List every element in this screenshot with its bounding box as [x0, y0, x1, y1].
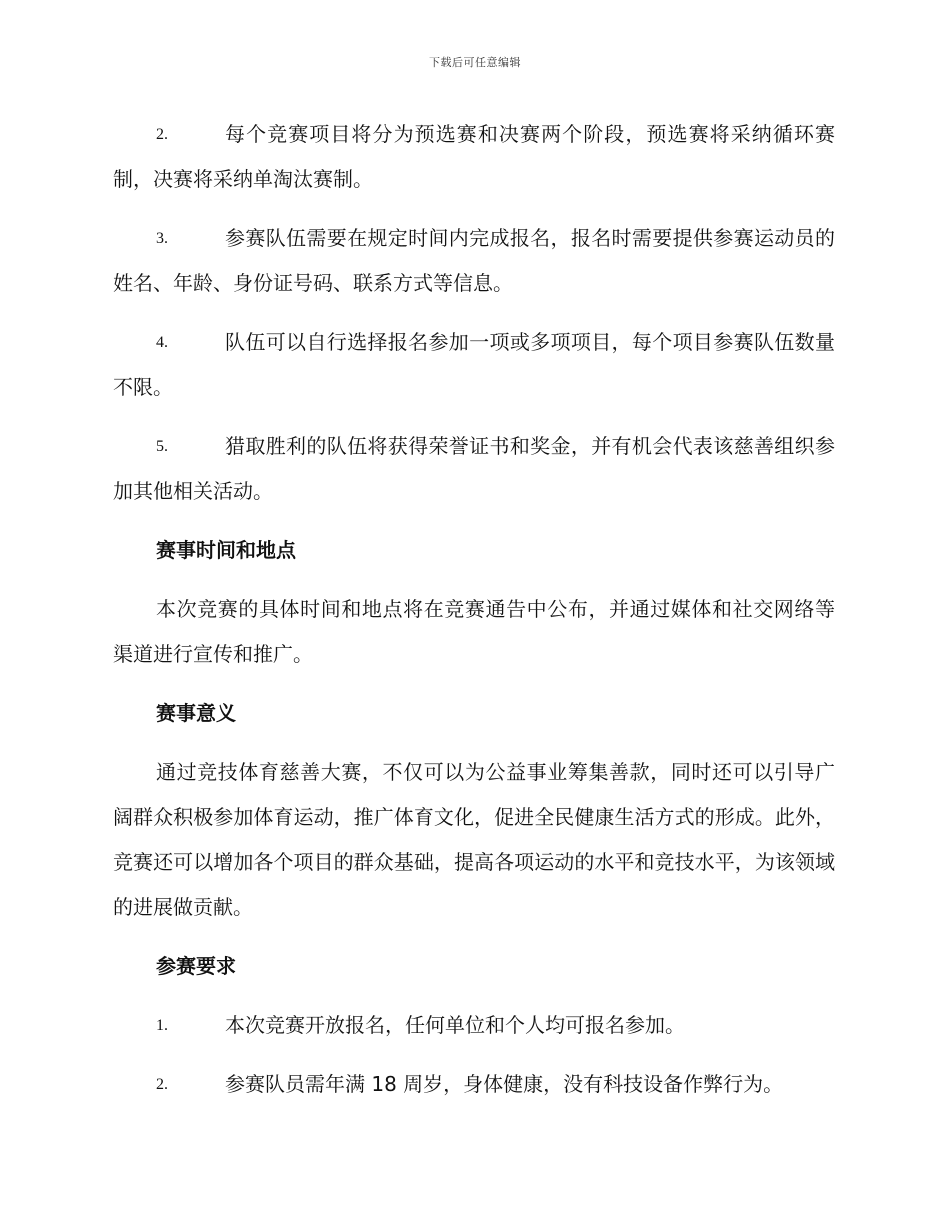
rule-item-number: 5. [156, 438, 168, 455]
rule-item-4 [113, 320, 835, 410]
rule-item-5 [113, 424, 835, 514]
section-heading-time-place: 赛事时间和地点 [156, 538, 296, 562]
requirement-item-number: 2. [156, 1076, 168, 1093]
time-place-paragraph: 本次竞赛的具体时间和地点将在竞赛通告中公布，并通过媒体和社交网络等渠道进行宣传和推广。 [113, 597, 835, 666]
requirement-item-text: 本次竞赛开放报名，任何单位和个人均可报名参加。 [225, 1013, 685, 1037]
rule-item-number: 2. [156, 126, 168, 143]
rule-item-number: 3. [156, 230, 168, 247]
rule-item-text: 猎取胜利的队伍将获得荣誉证书和奖金，并有机会代表该慈善组织参加其他相关活动。 [113, 434, 835, 503]
requirement-item-number: 1. [156, 1017, 168, 1034]
page-header-note: 下载后可任意编辑 [429, 56, 521, 69]
rule-item-2 [113, 112, 835, 202]
section-heading-significance: 赛事意义 [156, 701, 236, 725]
document-body [113, 112, 835, 1107]
rule-item-text: 参赛队伍需要在规定时间内完成报名，报名时需要提供参赛运动员的姓名、年龄、身份证号码、联系方式等信息。 [113, 226, 835, 295]
section-heading-requirements: 参赛要求 [156, 954, 236, 978]
requirement-item-text: 参赛队员需年满 18 周岁，身体健康，没有科技设备作弊行为。 [225, 1072, 784, 1096]
rule-item-text: 每个竞赛项目将分为预选赛和决赛两个阶段，预选赛将采纳循环赛制，决赛将采纳单淘汰赛制。 [113, 122, 835, 191]
significance-paragraph: 通过竞技体育慈善大赛，不仅可以为公益事业筹集善款，同时还可以引导广阔群众积极参加体育运动，推广体育文化，促进全民健康生活方式的形成。此外，竞赛还可以增加各个项目的群众基础，提高各项运动的水平和竞技水平，为该领域的进展做贡献。 [113, 760, 835, 919]
rule-item-text: 队伍可以自行选择报名参加一项或多项项目，每个项目参赛队伍数量不限。 [113, 330, 835, 399]
rule-item-3 [113, 216, 835, 306]
requirement-item-2 [113, 1062, 835, 1107]
rule-item-number: 4. [156, 334, 168, 351]
requirement-item-1 [113, 1003, 835, 1048]
